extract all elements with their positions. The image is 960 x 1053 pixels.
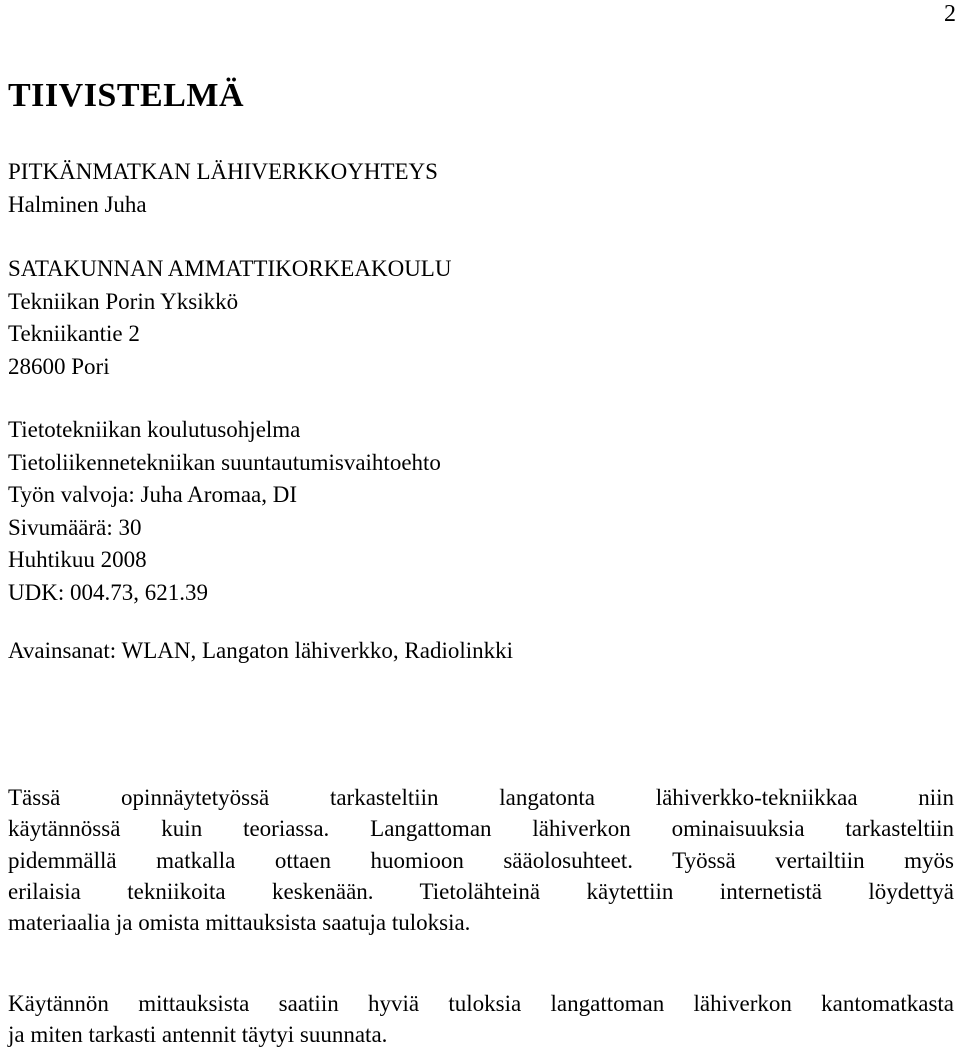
thesis-author: Halminen Juha bbox=[8, 191, 147, 217]
degree-programme: Tietotekniikan koulutusohjelma bbox=[8, 417, 301, 442]
page-count: Sivumäärä: 30 bbox=[8, 514, 142, 540]
page-title: TIIVISTELMÄ bbox=[8, 77, 245, 114]
institution-unit: Tekniikan Porin Yksikkö bbox=[8, 288, 239, 314]
thesis-details bbox=[8, 414, 441, 609]
abstract-paragraph-1 bbox=[8, 782, 954, 938]
thesis-title: PITKÄNMATKAN LÄHIVERKKOYHTEYS bbox=[8, 159, 438, 184]
abstract-line: ja miten tarkasti antennit täytyi suunnata. bbox=[8, 1022, 388, 1048]
institution-city: 28600 Pori bbox=[8, 353, 110, 379]
abstract-line: pidemmällä matkalla ottaen huomioon sääolosuhteet. Työssä vertailtiin myös bbox=[8, 847, 954, 873]
abstract-line: Käytännön mittauksista saatiin hyviä tuloksia langattoman lähiverkon kantomatkasta bbox=[8, 991, 954, 1016]
institution-street: Tekniikantie 2 bbox=[8, 321, 140, 346]
institution-info bbox=[8, 253, 451, 383]
udk-code: UDK: 004.73, 621.39 bbox=[8, 579, 208, 605]
abstract-paragraph-2 bbox=[8, 988, 954, 1051]
institution-name: SATAKUNNAN AMMATTIKORKEAKOULU bbox=[8, 256, 452, 281]
keywords-text: Avainsanat: WLAN, Langaton lähiverkko, Radiolinkki bbox=[8, 638, 514, 663]
page-number: 2 bbox=[944, 1, 956, 27]
abstract-line: materiaalia ja omista mittauksista saatuja tuloksia. bbox=[8, 910, 471, 936]
abstract-line: Tässä opinnäytetyössä tarkasteltiin langatonta lähiverkko-tekniikkaa niin bbox=[8, 785, 954, 810]
abstract-line: erilaisia tekniikoita keskenään. Tietolähteinä käytettiin internetistä löydettyä bbox=[8, 878, 954, 904]
publication-date: Huhtikuu 2008 bbox=[8, 547, 147, 572]
thesis-info bbox=[8, 156, 438, 221]
supervisor: Työn valvoja: Juha Aromaa, DI bbox=[8, 482, 298, 507]
keywords bbox=[8, 635, 513, 668]
specialisation-option: Tietoliikennetekniikan suuntautumisvaihtoehto bbox=[8, 449, 441, 475]
abstract-line: käytännössä kuin teoriassa. Langattoman lähiverkon ominaisuuksia tarkasteltiin bbox=[8, 816, 954, 842]
